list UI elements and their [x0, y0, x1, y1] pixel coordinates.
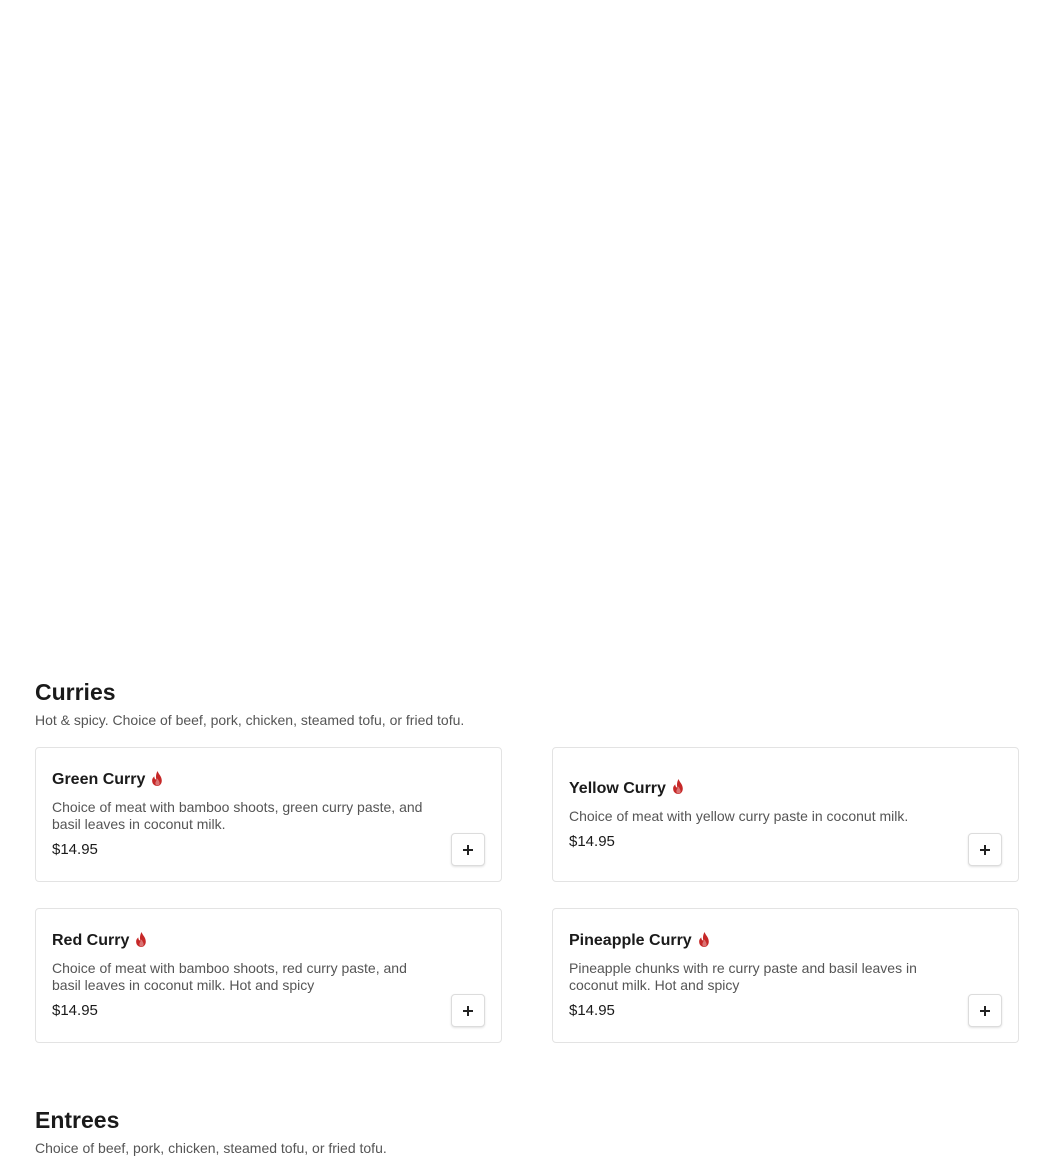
section-title-curries: Curries: [35, 679, 116, 705]
menu-item-card[interactable]: [35, 908, 502, 1043]
section-description-curries: Hot & spicy. Choice of beef, pork, chicken, steamed tofu, or fried tofu.: [35, 712, 465, 728]
menu-item-name: Yellow Curry: [569, 779, 666, 797]
section-description-entrees: Choice of beef, pork, chicken, steamed tofu, or fried tofu.: [35, 1140, 387, 1156]
spicy-flame-icon: [151, 771, 164, 786]
menu-item-description: Choice of meat with bamboo shoots, green curry paste, and basil leaves in coconut milk.: [52, 799, 423, 832]
menu-item-price: $14.95: [569, 1002, 615, 1019]
menu-item-card[interactable]: [552, 747, 1019, 882]
add-item-button[interactable]: [451, 833, 485, 866]
plus-icon: [980, 845, 990, 855]
menu-item-description: Choice of meat with bamboo shoots, red curry paste, and basil leaves in coconut milk. Hot and spicy: [52, 960, 407, 993]
spicy-flame-icon: [698, 932, 711, 947]
menu-item-price: $14.95: [569, 832, 615, 850]
section-title-entrees: Entrees: [35, 1107, 120, 1133]
plus-icon: [980, 1006, 990, 1016]
menu-item-name: Pineapple Curry: [569, 932, 692, 949]
plus-icon: [463, 845, 473, 855]
menu-item-card[interactable]: [35, 747, 502, 882]
add-item-button[interactable]: [968, 833, 1002, 866]
menu-item-card[interactable]: [552, 908, 1019, 1043]
add-item-button[interactable]: [968, 994, 1002, 1027]
menu-item-price: $14.95: [52, 1002, 98, 1019]
menu-item-name: Green Curry: [52, 771, 146, 788]
menu-item-name: Red Curry: [52, 932, 130, 949]
spicy-flame-icon: [672, 779, 685, 794]
menu-item-description: Pineapple chunks with re curry paste and basil leaves in coconut milk. Hot and spicy: [569, 960, 917, 993]
add-item-button[interactable]: [451, 994, 485, 1027]
menu-item-price: $14.95: [52, 841, 98, 858]
plus-icon: [463, 1006, 473, 1016]
spicy-flame-icon: [135, 932, 148, 947]
menu-item-description: Choice of meat with yellow curry paste in coconut milk.: [569, 807, 909, 824]
